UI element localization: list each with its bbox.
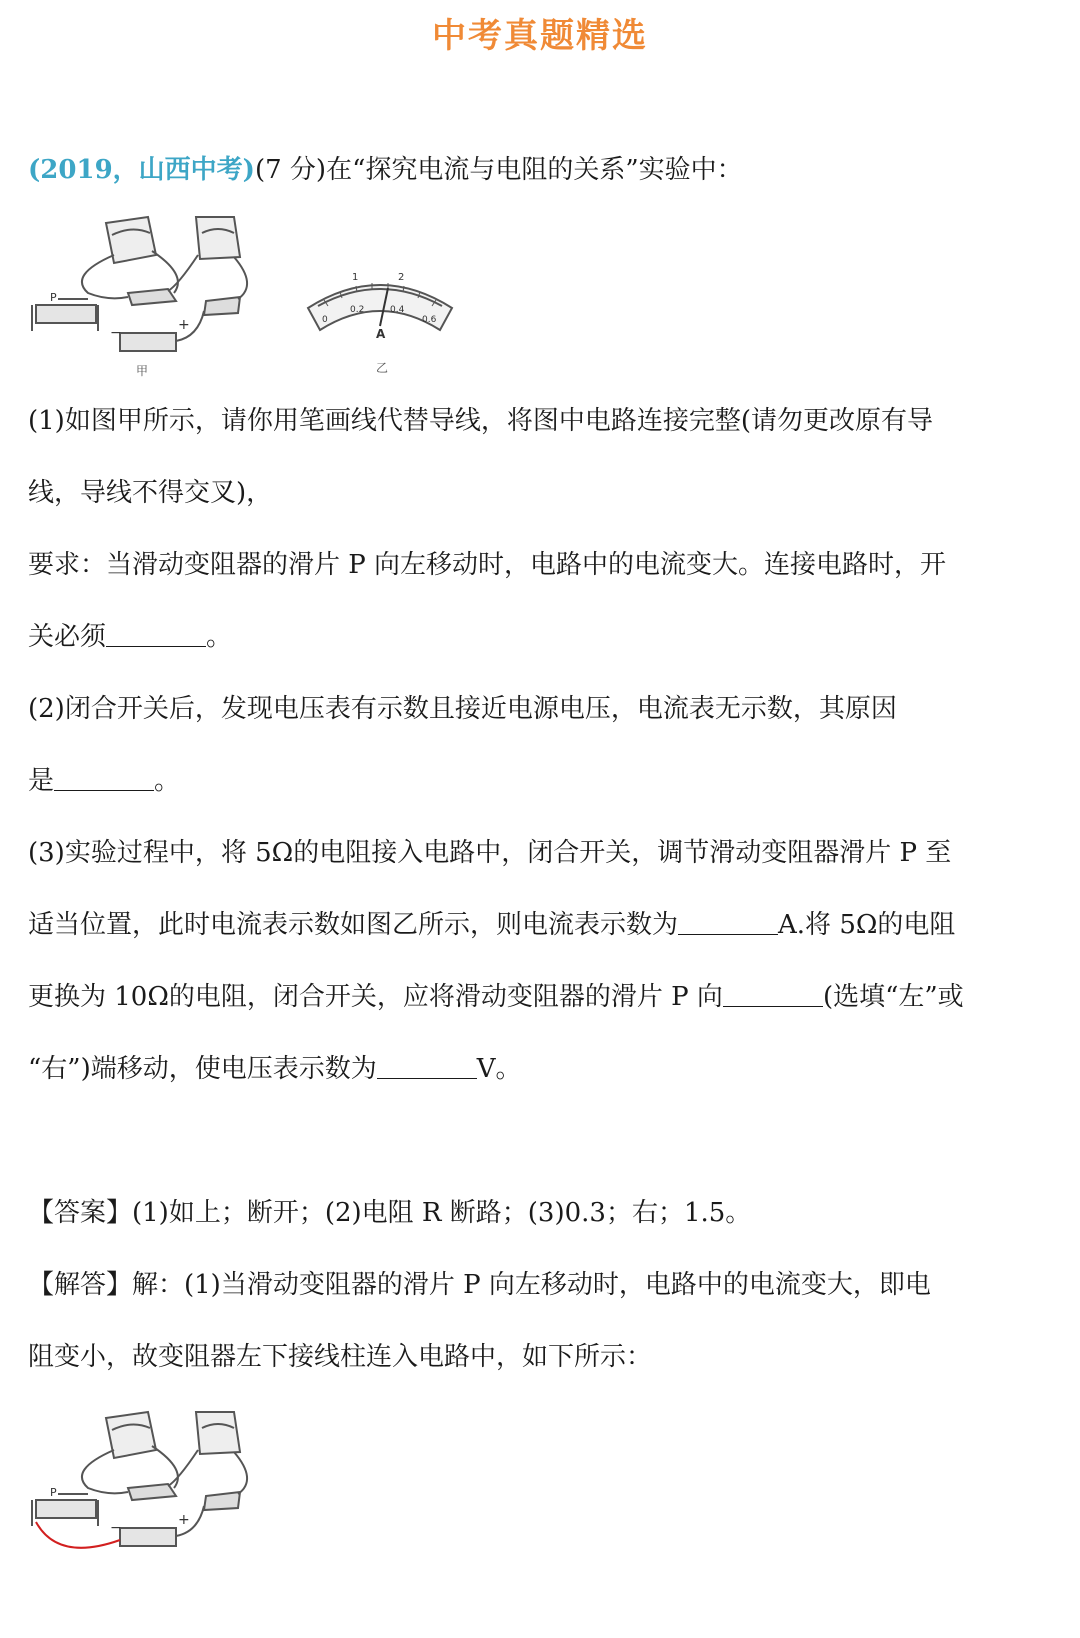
part2-line1: (2)闭合开关后，发现电压表有示数且接近电源电压，电流表无示数，其原因: [28, 694, 897, 724]
figure-label-jia: 甲: [136, 364, 149, 378]
answer-line: 【答案】(1)如上；断开；(2)电阻 R 断路；(3)0.3；右；1.5。: [28, 1198, 752, 1228]
part3-line4-text: “右”)端移动，使电压表示数为: [28, 1054, 377, 1084]
svg-text:P: P: [50, 1486, 57, 1499]
answer-blank: [723, 980, 823, 1007]
part3-line3-text: 更换为 10Ω的电阻，闭合开关，应将滑动变阻器的滑片 P 向: [28, 982, 723, 1012]
part1-line4-end: 。: [206, 622, 233, 652]
solution-line2: 阻变小，故变阻器左下接线柱连入电路中，如下所示：: [28, 1342, 653, 1372]
svg-text:−: −: [110, 325, 122, 341]
question-source: (2019，山西中考): [28, 155, 255, 185]
solution-line1: 【解答】解：(1)当滑动变阻器的滑片 P 向左移动时，电路中的电流变大，即电: [28, 1270, 931, 1300]
svg-text:+: +: [178, 1512, 190, 1528]
answer-blank: [106, 620, 206, 647]
answer-blank: [377, 1052, 477, 1079]
part3-line4-end: V。: [476, 1054, 522, 1084]
dial-tick-2: 2: [398, 272, 405, 283]
dial-tick-0: 0: [322, 315, 328, 325]
question-stem-text: (7 分)在“探究电流与电阻的关系”实验中：: [254, 155, 743, 185]
part2-line2-text: 是: [28, 766, 55, 796]
circuit-figure-solution: [28, 1400, 258, 1575]
answer-blank: [678, 908, 778, 935]
part3-line4: [28, 1051, 1058, 1087]
part2-line2: [28, 763, 1058, 799]
dial-tick-02: 0.2: [350, 305, 365, 315]
page-title: 中考真题精选: [432, 16, 648, 56]
part3-line3-end: (选填“左”或: [822, 982, 964, 1012]
part1-line4-text: 关必须: [28, 622, 107, 652]
part3-line2-end: A.将 5Ω的电阻: [778, 910, 956, 940]
dial-tick-06: 0.6: [422, 315, 437, 325]
part1-line2: 线，导线不得交叉)，: [28, 478, 273, 508]
question-stem: [28, 152, 1058, 188]
ammeter-figure-yi: [300, 268, 460, 378]
part3-line2-text: 适当位置，此时电流表示数如图乙所示，则电流表示数为: [28, 910, 679, 940]
part3-line2: [28, 907, 1058, 943]
part1-line3: 要求：当滑动变阻器的滑片 P 向左移动时，电路中的电流变大。连接电路时，开: [28, 550, 947, 580]
part2-line2-end: 。: [154, 766, 181, 796]
svg-text:P: P: [50, 291, 57, 304]
figure-label-yi: 乙: [376, 361, 389, 375]
dial-tick-1: 1: [352, 272, 359, 283]
part1-line4: [28, 619, 1058, 655]
part1-line1: (1)如图甲所示，请你用笔画线代替导线，将图中电路连接完整(请勿更改原有导: [28, 406, 933, 436]
svg-text:−: −: [110, 1520, 122, 1536]
circuit-figure-jia: [28, 205, 258, 380]
dial-unit: A: [376, 327, 386, 341]
dial-tick-04: 0.4: [390, 305, 405, 315]
part3-line1: (3)实验过程中，将 5Ω的电阻接入电路中，闭合开关，调节滑动变阻器滑片 P 至: [28, 838, 952, 868]
answer-blank: [54, 764, 154, 791]
part3-line3: [28, 979, 1058, 1015]
svg-text:+: +: [178, 317, 190, 333]
